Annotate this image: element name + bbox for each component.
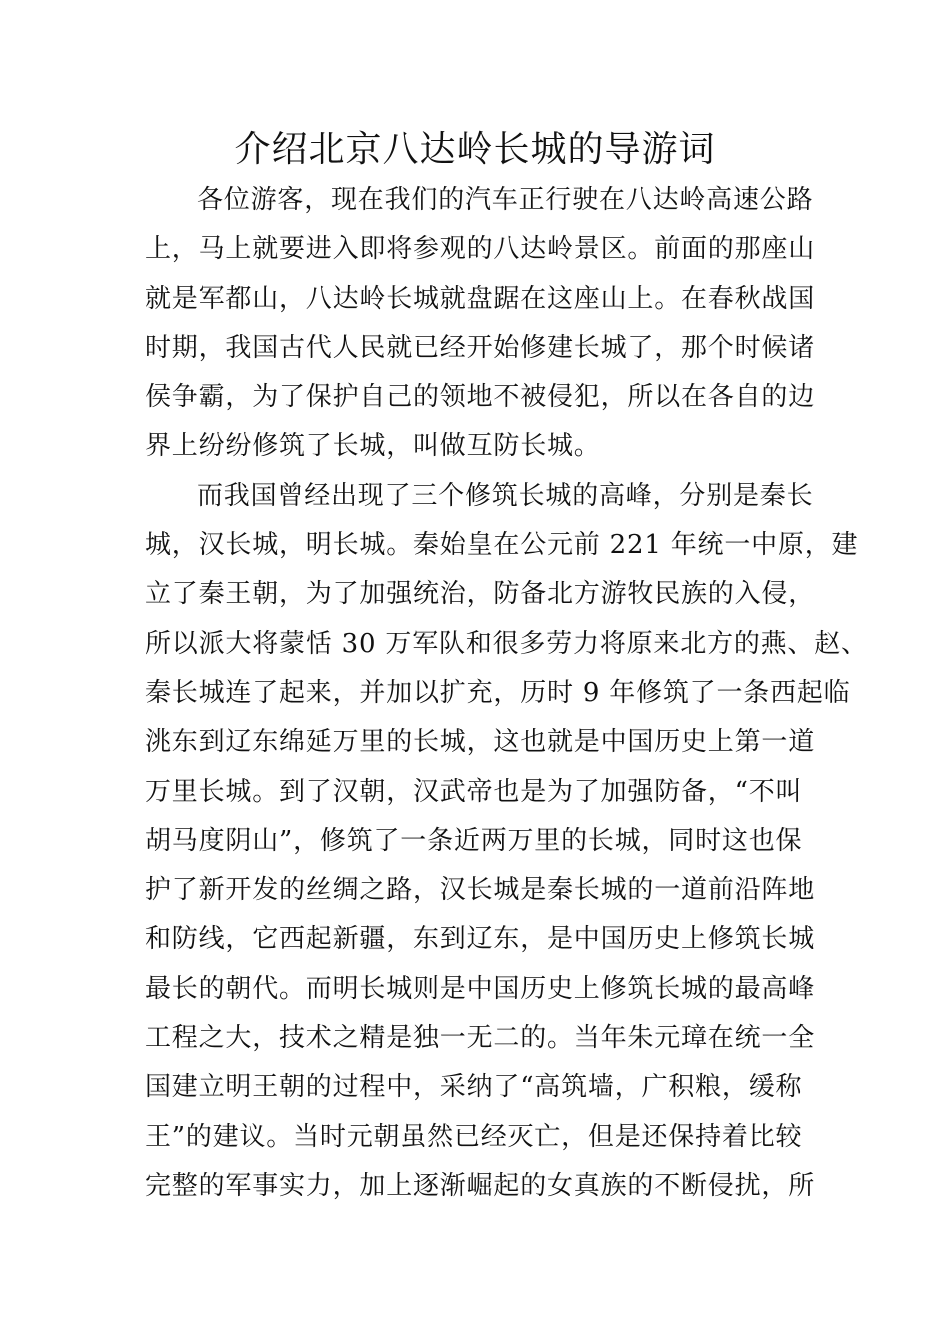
paragraph-2-line-15: 完整的军事实力，加上逐渐崛起的女真族的不断侵扰，所 — [145, 1170, 816, 1201]
paragraph-2-line-7: 万里长城。到了汉朝，汉武帝也是为了加强防备，“不叫 — [145, 776, 803, 807]
paragraph-1-line-4: 时期，我国古代人民就已经开始修建长城了，那个时候诸 — [145, 332, 816, 363]
paragraph-2-line-8: 胡马度阴山”，修筑了一条近两万里的长城，同时这也保 — [145, 825, 803, 856]
paragraph-2-line-9: 护了新开发的丝绸之路，汉长城是秦长城的一道前沿阵地 — [145, 875, 816, 906]
document-body — [145, 176, 868, 1211]
paragraph-2-line-12: 工程之大，技术之精是独一无二的。当年朱元璋在统一全 — [145, 1023, 816, 1054]
paragraph-2-line-10: 和防线，它西起新疆，东到辽东，是中国历史上修筑长城 — [145, 924, 816, 955]
paragraph-1-line-3: 就是军都山，八达岭长城就盘踞在这座山上。在春秋战国 — [145, 283, 816, 314]
paragraph-1-line-1: 各位游客，现在我们的汽车正行驶在八达岭高速公路 — [197, 185, 814, 215]
paragraph-1-line-5: 侯争霸，为了保护自己的领地不被侵犯，所以在各自的边 — [145, 382, 816, 413]
paragraph-2-line-4: 所以派大将蒙恬 30 万军队和很多劳力将原来北方的燕、赵、 — [145, 628, 868, 659]
paragraph-2-line-14: 王”的建议。当时元朝虽然已经灭亡，但是还保持着比较 — [145, 1121, 803, 1152]
paragraph-2-line-6: 洮东到辽东绵延万里的长城，这也就是中国历史上第一道 — [145, 727, 816, 758]
paragraph-2-line-3: 立了秦王朝，为了加强统治，防备北方游牧民族的入侵， — [145, 579, 816, 610]
paragraph-2-line-11: 最长的朝代。而明长城则是中国历史上修筑长城的最高峰 — [145, 973, 816, 1004]
paragraph-2-line-2: 城，汉长城，明长城。秦始皇在公元前 221 年统一中原，建 — [145, 530, 859, 561]
paragraph-1-line-2: 上，马上就要进入即将参观的八达岭景区。前面的那座山 — [145, 234, 816, 265]
paragraph-2-line-13: 国建立明王朝的过程中，采纳了“高筑墙，广积粮，缓称 — [145, 1072, 803, 1103]
paragraph-2-line-1: 而我国曾经出现了三个修筑长城的高峰，分别是秦长 — [197, 480, 814, 511]
paragraph-1-line-6: 界上纷纷修筑了长城，叫做互防长城。 — [145, 431, 601, 462]
document-title: 介绍北京八达岭长城的导游词 — [234, 129, 716, 170]
paragraph-2-line-5: 秦长城连了起来，并加以扩充，历时 9 年修筑了一条西起临 — [145, 677, 851, 708]
